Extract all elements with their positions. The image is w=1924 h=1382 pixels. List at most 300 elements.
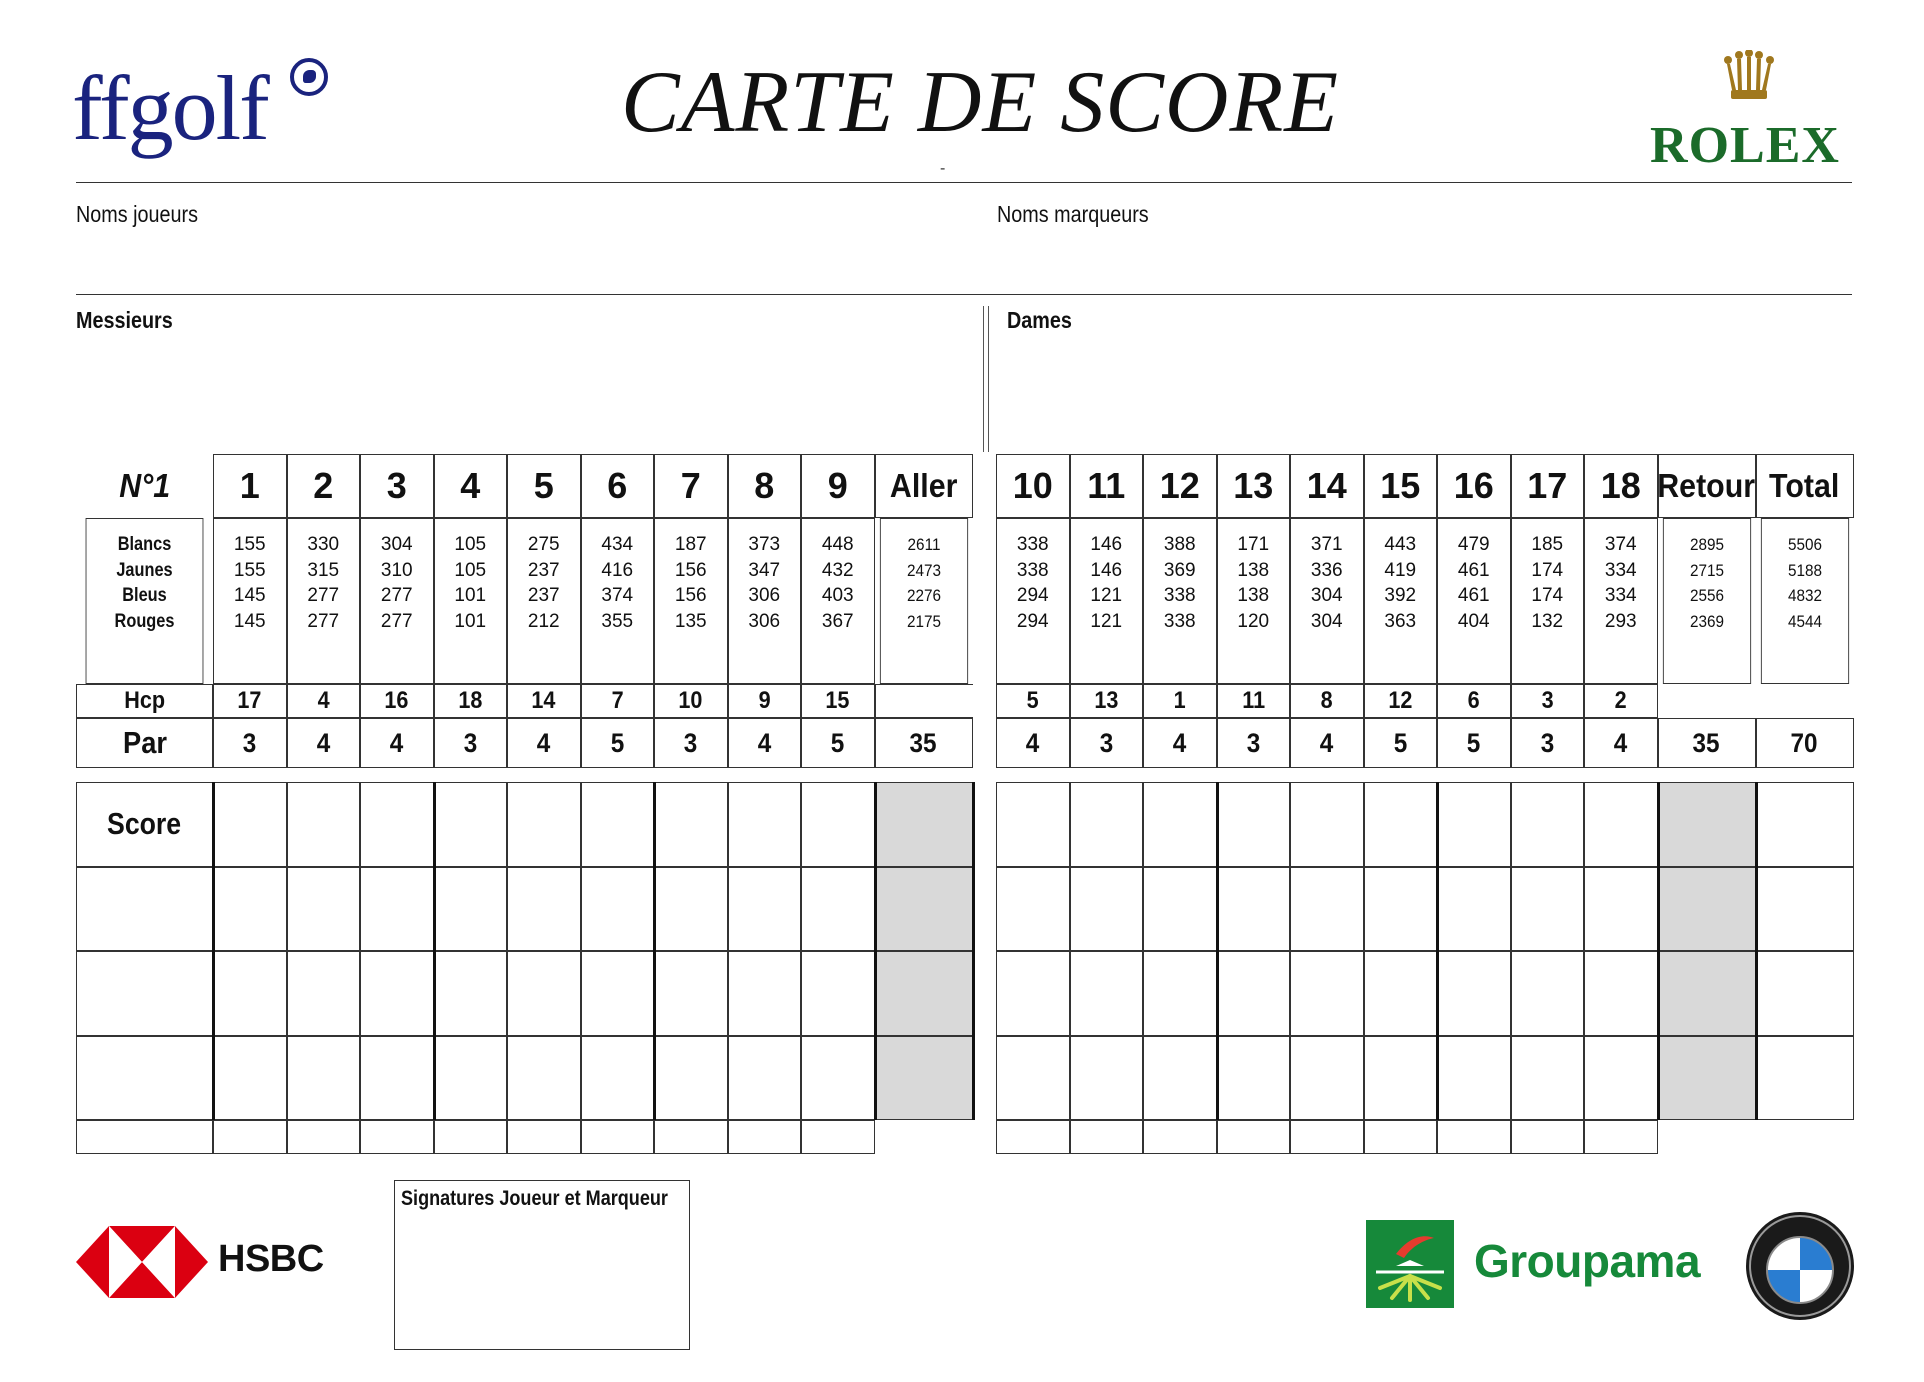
hcp-value: 6 <box>1467 687 1480 714</box>
score-label: Score <box>107 806 182 842</box>
score-input-4-hole-7[interactable] <box>654 1036 728 1121</box>
hole-number: 12 <box>1159 465 1200 506</box>
distance-blancs: 171 <box>1237 534 1270 555</box>
score-input-4-hole-13[interactable] <box>1217 1036 1291 1121</box>
par-value: 3 <box>242 727 257 758</box>
distance-rouges: 404 <box>1457 610 1490 632</box>
score-input-4-hole-5[interactable] <box>507 1036 581 1121</box>
score-input-1-hole-2[interactable] <box>287 782 361 867</box>
hcp-value: 15 <box>825 687 850 714</box>
hcp-value: 9 <box>758 687 771 714</box>
extra-row-back-17[interactable] <box>1511 1120 1585 1154</box>
hcp-value: 2 <box>1614 687 1627 714</box>
extra-row-front-9[interactable] <box>801 1120 875 1154</box>
score-label-cell <box>76 782 213 867</box>
hole-par-2 <box>287 718 361 768</box>
distance-rouges: 212 <box>527 610 560 632</box>
score-input-3-hole-10[interactable] <box>996 951 1070 1036</box>
score-grand-total-1[interactable] <box>1756 782 1854 867</box>
hcp-value: 16 <box>384 687 409 714</box>
par-value: 4 <box>536 727 551 758</box>
distance-jaunes: 416 <box>601 559 634 581</box>
hole-hcp-16 <box>1437 684 1511 718</box>
par-value: 4 <box>1025 727 1040 758</box>
course-number-cell <box>76 454 213 518</box>
extra-row-front-7[interactable] <box>654 1120 728 1154</box>
hole-distances-17 <box>1511 518 1585 684</box>
extra-row-front-3[interactable] <box>360 1120 434 1154</box>
score-input-3-hole-13[interactable] <box>1217 951 1291 1036</box>
distance-rouges: 363 <box>1384 610 1417 632</box>
score-in-total-2 <box>1658 867 1756 952</box>
distance-bleus: 101 <box>454 585 487 606</box>
distance-jaunes: 369 <box>1163 559 1196 581</box>
extra-row-front-5[interactable] <box>507 1120 581 1154</box>
hcp-value: 18 <box>458 687 483 714</box>
out-par <box>875 718 973 768</box>
hole-distances-9 <box>801 518 875 684</box>
score-input-4-hole-16[interactable] <box>1437 1036 1511 1121</box>
total-distance-bleus: 4832 <box>1787 586 1822 605</box>
groupama-wordmark: Groupama <box>1474 1235 1701 1287</box>
distance-blancs: 371 <box>1310 534 1343 555</box>
distance-blancs: 187 <box>674 534 707 555</box>
distance-blancs: 146 <box>1090 534 1123 555</box>
groupama-emblem-icon <box>1366 1220 1454 1308</box>
par-label: Par <box>122 725 167 760</box>
out-par-value: 35 <box>909 727 938 758</box>
hole-par-5 <box>507 718 581 768</box>
section-divider <box>983 306 989 452</box>
score-input-2-hole-2[interactable] <box>287 867 361 952</box>
divider-mid <box>76 294 1852 295</box>
score-input-4-hole-17[interactable] <box>1511 1036 1585 1121</box>
in-distance-bleus: 2556 <box>1689 586 1724 605</box>
in-par-value: 35 <box>1692 727 1721 758</box>
score-in-total-4 <box>1658 1036 1756 1121</box>
extra-row-front-8[interactable] <box>728 1120 802 1154</box>
hole-header-10 <box>996 454 1070 518</box>
score-input-4-hole-15[interactable] <box>1364 1036 1438 1121</box>
distance-rouges: 132 <box>1531 610 1564 632</box>
score-input-1-hole-13[interactable] <box>1217 782 1291 867</box>
hsbc-wordmark: HSBC <box>218 1238 324 1280</box>
score-input-2-hole-6[interactable] <box>581 867 655 952</box>
par-value: 5 <box>830 727 845 758</box>
par-value: 3 <box>463 727 478 758</box>
distance-blancs: 330 <box>307 534 340 555</box>
hole-distances-2 <box>287 518 361 684</box>
distance-rouges: 277 <box>307 610 340 632</box>
hole-distances-14 <box>1290 518 1364 684</box>
hcp-value: 5 <box>1026 687 1039 714</box>
hole-header-15 <box>1364 454 1438 518</box>
hole-hcp-6 <box>581 684 655 718</box>
score-input-1-hole-7[interactable] <box>654 782 728 867</box>
distance-bleus: 304 <box>1310 585 1343 606</box>
hole-header-5 <box>507 454 581 518</box>
score-input-2-hole-18[interactable] <box>1584 867 1658 952</box>
score-input-4-hole-18[interactable] <box>1584 1036 1658 1121</box>
score-input-1-hole-15[interactable] <box>1364 782 1438 867</box>
distance-rouges: 367 <box>821 610 854 632</box>
player-row-label-2 <box>76 867 213 952</box>
par-value: 3 <box>683 727 698 758</box>
extra-row-back-13[interactable] <box>1217 1120 1291 1154</box>
total-par-value: 70 <box>1790 727 1819 758</box>
hole-hcp-17 <box>1511 684 1585 718</box>
distance-jaunes: 237 <box>527 559 560 581</box>
score-input-1-hole-18[interactable] <box>1584 782 1658 867</box>
hole-distances-3 <box>360 518 434 684</box>
distance-bleus: 334 <box>1604 585 1637 606</box>
distance-bleus: 121 <box>1090 585 1123 606</box>
hole-distances-18 <box>1584 518 1658 684</box>
hole-number: 8 <box>754 465 775 506</box>
total-header <box>1756 454 1854 518</box>
score-input-1-hole-6[interactable] <box>581 782 655 867</box>
hole-distances-15 <box>1364 518 1438 684</box>
extra-row-back-10[interactable] <box>996 1120 1070 1154</box>
distance-jaunes: 105 <box>454 559 487 581</box>
hcp-label: Hcp <box>124 687 165 714</box>
distance-blancs: 304 <box>380 534 413 555</box>
hole-par-14 <box>1290 718 1364 768</box>
hole-number: 5 <box>533 465 554 506</box>
hole-par-6 <box>581 718 655 768</box>
hole-header-4 <box>434 454 508 518</box>
distance-jaunes: 336 <box>1310 559 1343 581</box>
hole-hcp-15 <box>1364 684 1438 718</box>
distance-bleus: 392 <box>1384 585 1417 606</box>
in-distance-jaunes: 2715 <box>1689 560 1724 580</box>
men-label: Messieurs <box>76 307 173 333</box>
score-input-2-hole-8[interactable] <box>728 867 802 952</box>
player-row-label-3 <box>76 951 213 1036</box>
distance-bleus: 174 <box>1531 585 1564 606</box>
hcp-value: 8 <box>1320 687 1333 714</box>
extra-row-front-4[interactable] <box>434 1120 508 1154</box>
page-title: CARTE DE SCORE <box>621 54 1339 151</box>
score-input-4-hole-14[interactable] <box>1290 1036 1364 1121</box>
score-grand-total-3[interactable] <box>1756 951 1854 1036</box>
score-input-3-hole-18[interactable] <box>1584 951 1658 1036</box>
par-value: 4 <box>1613 727 1628 758</box>
bmw-logo <box>1744 1210 1856 1322</box>
out-distance-jaunes: 2473 <box>906 560 941 580</box>
hole-header-16 <box>1437 454 1511 518</box>
hole-number: 15 <box>1380 465 1421 506</box>
score-input-4-hole-6[interactable] <box>581 1036 655 1121</box>
in-par <box>1658 718 1756 768</box>
score-input-4-hole-1[interactable] <box>213 1036 287 1121</box>
players-label: Noms joueurs <box>76 201 199 227</box>
distance-bleus: 338 <box>1163 585 1196 606</box>
score-input-3-hole-5[interactable] <box>507 951 581 1036</box>
distance-jaunes: 146 <box>1090 559 1123 581</box>
out-label: Aller <box>889 467 958 504</box>
distance-jaunes: 338 <box>1016 559 1049 581</box>
score-input-3-hole-2[interactable] <box>287 951 361 1036</box>
hcp-value: 14 <box>531 687 556 714</box>
extra-row-front-1[interactable] <box>213 1120 287 1154</box>
extra-row-label <box>76 1120 213 1154</box>
score-input-3-hole-11[interactable] <box>1070 951 1144 1036</box>
distance-jaunes: 461 <box>1457 559 1490 581</box>
score-out-total-3 <box>875 951 973 1036</box>
score-input-3-hole-7[interactable] <box>654 951 728 1036</box>
score-input-2-hole-10[interactable] <box>996 867 1070 952</box>
distance-blancs: 479 <box>1457 534 1490 555</box>
score-input-3-hole-1[interactable] <box>213 951 287 1036</box>
hole-hcp-9 <box>801 684 875 718</box>
hole-number: 3 <box>386 465 407 506</box>
hole-number: 1 <box>239 465 260 506</box>
score-input-4-hole-10[interactable] <box>996 1036 1070 1121</box>
score-input-4-hole-8[interactable] <box>728 1036 802 1121</box>
crown-icon <box>1722 50 1776 104</box>
distance-jaunes: 419 <box>1384 559 1417 581</box>
hcp-value: 13 <box>1094 687 1119 714</box>
score-input-2-hole-15[interactable] <box>1364 867 1438 952</box>
distance-rouges: 355 <box>601 610 634 632</box>
score-input-4-hole-11[interactable] <box>1070 1036 1144 1121</box>
distance-bleus: 306 <box>748 585 781 606</box>
par-value: 3 <box>1099 727 1114 758</box>
hole-distances-12 <box>1143 518 1217 684</box>
distance-blancs: 448 <box>821 534 854 555</box>
score-input-2-hole-4[interactable] <box>434 867 508 952</box>
score-input-4-hole-12[interactable] <box>1143 1036 1217 1121</box>
par-value: 3 <box>1540 727 1555 758</box>
distance-rouges: 120 <box>1237 610 1270 632</box>
par-value: 3 <box>1246 727 1261 758</box>
distance-blancs: 373 <box>748 534 781 555</box>
distance-blancs: 338 <box>1016 534 1049 555</box>
distance-jaunes: 310 <box>380 559 413 581</box>
hole-distances-10 <box>996 518 1070 684</box>
distance-bleus: 237 <box>527 585 560 606</box>
group-separator <box>1216 782 1219 1120</box>
score-input-1-hole-11[interactable] <box>1070 782 1144 867</box>
score-input-1-hole-17[interactable] <box>1511 782 1585 867</box>
score-input-3-hole-4[interactable] <box>434 951 508 1036</box>
hcp-value: 10 <box>678 687 703 714</box>
score-input-1-hole-14[interactable] <box>1290 782 1364 867</box>
hcp-value: 4 <box>317 687 330 714</box>
hole-number: 7 <box>680 465 701 506</box>
extra-row-back-12[interactable] <box>1143 1120 1217 1154</box>
group-separator <box>1657 782 1660 1120</box>
par-value: 5 <box>610 727 625 758</box>
hole-number: 11 <box>1087 465 1126 506</box>
score-input-1-hole-3[interactable] <box>360 782 434 867</box>
score-input-2-hole-13[interactable] <box>1217 867 1291 952</box>
score-input-2-hole-17[interactable] <box>1511 867 1585 952</box>
score-input-2-hole-7[interactable] <box>654 867 728 952</box>
distance-blancs: 185 <box>1531 534 1564 555</box>
score-input-2-hole-16[interactable] <box>1437 867 1511 952</box>
score-input-1-hole-1[interactable] <box>213 782 287 867</box>
hole-hcp-13 <box>1217 684 1291 718</box>
distance-rouges: 306 <box>748 610 781 632</box>
ffgolf-wordmark: ffgolf <box>72 57 268 159</box>
extra-row-back-11[interactable] <box>1070 1120 1144 1154</box>
hole-par-17 <box>1511 718 1585 768</box>
distance-rouges: 304 <box>1310 610 1343 632</box>
hole-hcp-14 <box>1290 684 1364 718</box>
score-input-1-hole-16[interactable] <box>1437 782 1511 867</box>
hole-hcp-10 <box>996 684 1070 718</box>
score-input-4-hole-9[interactable] <box>801 1036 875 1121</box>
score-input-3-hole-12[interactable] <box>1143 951 1217 1036</box>
total-label: Total <box>1769 467 1840 504</box>
hole-header-8 <box>728 454 802 518</box>
score-input-3-hole-6[interactable] <box>581 951 655 1036</box>
score-input-3-hole-16[interactable] <box>1437 951 1511 1036</box>
score-input-1-hole-8[interactable] <box>728 782 802 867</box>
par-value: 4 <box>316 727 331 758</box>
distance-blancs: 434 <box>601 534 634 555</box>
score-input-2-hole-1[interactable] <box>213 867 287 952</box>
extra-row-back-18[interactable] <box>1584 1120 1658 1154</box>
hole-header-11 <box>1070 454 1144 518</box>
hole-header-3 <box>360 454 434 518</box>
women-label: Dames <box>1007 307 1072 333</box>
hole-par-13 <box>1217 718 1291 768</box>
distance-bleus: 403 <box>821 585 854 606</box>
score-input-1-hole-9[interactable] <box>801 782 875 867</box>
hole-par-7 <box>654 718 728 768</box>
distance-jaunes: 334 <box>1604 559 1637 581</box>
extra-row-front-2[interactable] <box>287 1120 361 1154</box>
score-input-2-hole-9[interactable] <box>801 867 875 952</box>
score-input-2-hole-14[interactable] <box>1290 867 1364 952</box>
hole-par-12 <box>1143 718 1217 768</box>
distance-rouges: 121 <box>1090 610 1123 632</box>
extra-row-front-6[interactable] <box>581 1120 655 1154</box>
distance-blancs: 388 <box>1163 534 1196 555</box>
score-input-2-hole-3[interactable] <box>360 867 434 952</box>
score-input-4-hole-2[interactable] <box>287 1036 361 1121</box>
distance-bleus: 277 <box>380 585 413 606</box>
hole-par-10 <box>996 718 1070 768</box>
ffgolf-logo <box>72 52 332 164</box>
score-input-1-hole-12[interactable] <box>1143 782 1217 867</box>
score-input-2-hole-5[interactable] <box>507 867 581 952</box>
score-input-3-hole-9[interactable] <box>801 951 875 1036</box>
distance-blancs: 105 <box>454 534 487 555</box>
distance-jaunes: 155 <box>233 559 266 581</box>
hcp-value: 7 <box>611 687 624 714</box>
in-header <box>1658 454 1756 518</box>
score-input-3-hole-3[interactable] <box>360 951 434 1036</box>
total-distances <box>1760 518 1848 684</box>
score-input-1-hole-10[interactable] <box>996 782 1070 867</box>
hole-number: 14 <box>1306 465 1347 506</box>
out-distances <box>879 518 967 684</box>
divider-top <box>76 182 1852 183</box>
score-input-1-hole-4[interactable] <box>434 782 508 867</box>
rolex-logo <box>1640 50 1850 174</box>
distance-jaunes: 156 <box>674 559 707 581</box>
distance-rouges: 145 <box>233 610 266 632</box>
hole-distances-1 <box>213 518 287 684</box>
score-input-3-hole-15[interactable] <box>1364 951 1438 1036</box>
distance-rouges: 101 <box>454 610 487 632</box>
score-input-4-hole-4[interactable] <box>434 1036 508 1121</box>
out-header <box>875 454 973 518</box>
hcp-label-cell <box>76 684 213 718</box>
player-row-label-4 <box>76 1036 213 1121</box>
group-separator <box>433 782 436 1120</box>
distance-rouges: 338 <box>1163 610 1196 632</box>
hole-distances-5 <box>507 518 581 684</box>
hole-hcp-3 <box>360 684 434 718</box>
title-separator: - <box>940 160 946 177</box>
extra-row-back-14[interactable] <box>1290 1120 1364 1154</box>
par-value: 4 <box>1319 727 1334 758</box>
par-label-cell <box>76 718 213 768</box>
hcp-value: 11 <box>1241 687 1265 714</box>
total-par <box>1756 718 1854 768</box>
score-input-3-hole-17[interactable] <box>1511 951 1585 1036</box>
distance-rouges: 294 <box>1016 610 1049 632</box>
distance-bleus: 145 <box>233 585 266 606</box>
out-distance-blancs: 2611 <box>907 535 940 554</box>
score-input-4-hole-3[interactable] <box>360 1036 434 1121</box>
distance-bleus: 156 <box>674 585 707 606</box>
score-input-3-hole-8[interactable] <box>728 951 802 1036</box>
distance-jaunes: 138 <box>1237 559 1270 581</box>
score-input-3-hole-14[interactable] <box>1290 951 1364 1036</box>
score-input-2-hole-11[interactable] <box>1070 867 1144 952</box>
par-value: 4 <box>757 727 772 758</box>
hole-hcp-8 <box>728 684 802 718</box>
hole-header-2 <box>287 454 361 518</box>
hole-header-6 <box>581 454 655 518</box>
hole-hcp-1 <box>213 684 287 718</box>
hcp-value: 3 <box>1541 687 1554 714</box>
group-separator <box>1436 782 1439 1120</box>
distance-bleus: 461 <box>1457 585 1490 606</box>
signatures-box[interactable] <box>394 1180 690 1350</box>
hole-distances-4 <box>434 518 508 684</box>
score-input-1-hole-5[interactable] <box>507 782 581 867</box>
hole-header-7 <box>654 454 728 518</box>
hole-header-9 <box>801 454 875 518</box>
hole-number: 17 <box>1527 465 1568 506</box>
hole-header-18 <box>1584 454 1658 518</box>
group-separator <box>653 782 656 1120</box>
score-grand-total-4[interactable] <box>1756 1036 1854 1121</box>
hole-distances-16 <box>1437 518 1511 684</box>
group-separator <box>1755 782 1758 1120</box>
hole-header-1 <box>213 454 287 518</box>
score-input-2-hole-12[interactable] <box>1143 867 1217 952</box>
hole-par-8 <box>728 718 802 768</box>
extra-row-back-16[interactable] <box>1437 1120 1511 1154</box>
score-grand-total-2[interactable] <box>1756 867 1854 952</box>
in-label: Retour <box>1657 467 1756 504</box>
par-value: 5 <box>1393 727 1408 758</box>
hole-number: 18 <box>1600 465 1641 506</box>
hole-hcp-5 <box>507 684 581 718</box>
score-in-total-1 <box>1658 782 1756 867</box>
hole-par-16 <box>1437 718 1511 768</box>
hole-hcp-2 <box>287 684 361 718</box>
extra-row-back-15[interactable] <box>1364 1120 1438 1154</box>
